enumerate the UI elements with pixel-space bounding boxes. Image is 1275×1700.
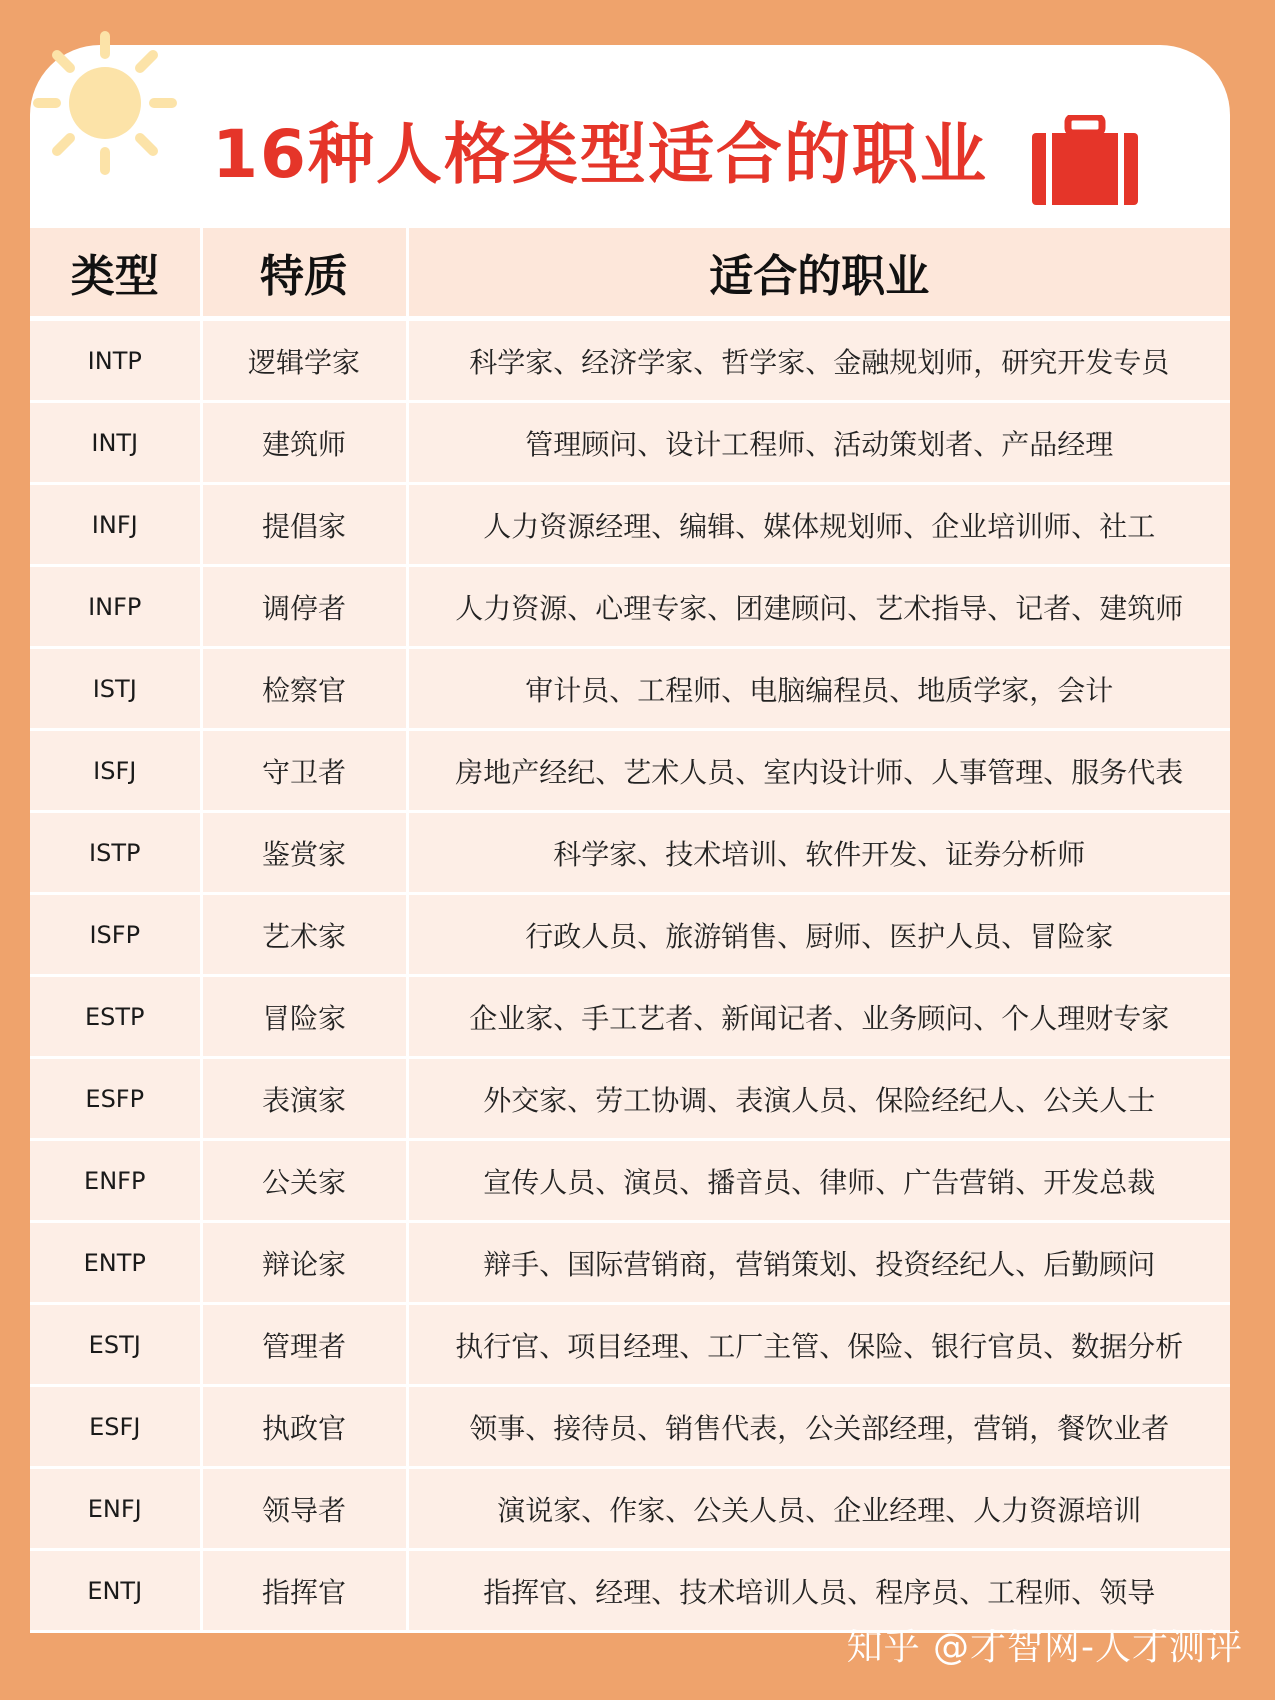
table-row	[30, 730, 1230, 812]
cell-careers: 审计员、工程师、电脑编程员、地质学家，会计	[407, 648, 1230, 730]
cell-careers: 企业家、手工艺者、新闻记者、业务顾问、个人理财专家	[407, 976, 1230, 1058]
cell-trait: 指挥官	[201, 1550, 407, 1632]
cell-trait: 艺术家	[201, 894, 407, 976]
cell-careers: 演说家、作家、公关人员、企业经理、人力资源培训	[407, 1468, 1230, 1550]
table-row	[30, 402, 1230, 484]
cell-trait: 冒险家	[201, 976, 407, 1058]
cell-type: ENFJ	[30, 1468, 201, 1550]
cell-trait: 领导者	[201, 1468, 407, 1550]
cell-type: ISFP	[30, 894, 201, 976]
cell-careers: 行政人员、旅游销售、厨师、医护人员、冒险家	[407, 894, 1230, 976]
table-row	[30, 1058, 1230, 1140]
cell-trait: 辩论家	[201, 1222, 407, 1304]
briefcase-icon	[1030, 115, 1140, 207]
cell-trait: 表演家	[201, 1058, 407, 1140]
cell-careers: 领事、接待员、销售代表，公关部经理，营销，餐饮业者	[407, 1386, 1230, 1468]
cell-careers: 管理顾问、设计工程师、活动策划者、产品经理	[407, 402, 1230, 484]
cell-type: ISFJ	[30, 730, 201, 812]
cell-trait: 建筑师	[201, 402, 407, 484]
cell-trait: 检察官	[201, 648, 407, 730]
cell-type: ESFJ	[30, 1386, 201, 1468]
cell-trait: 逻辑学家	[201, 319, 407, 402]
source-credit: 知乎 @才智网-人才测评	[846, 1627, 1243, 1668]
cell-type: ISTP	[30, 812, 201, 894]
table-row	[30, 976, 1230, 1058]
cell-careers: 指挥官、经理、技术培训人员、程序员、工程师、领导	[407, 1550, 1230, 1632]
sun-icon	[30, 28, 180, 178]
header-careers: 适合的职业	[407, 228, 1230, 319]
cell-careers: 科学家、经济学家、哲学家、金融规划师，研究开发专员	[407, 319, 1230, 402]
cell-trait: 执政官	[201, 1386, 407, 1468]
table-row	[30, 648, 1230, 730]
table-row	[30, 1222, 1230, 1304]
cell-careers: 人力资源、心理专家、团建顾问、艺术指导、记者、建筑师	[407, 566, 1230, 648]
cell-type: INFP	[30, 566, 201, 648]
cell-careers: 科学家、技术培训、软件开发、证券分析师	[407, 812, 1230, 894]
cell-type: INTP	[30, 319, 201, 402]
career-table	[30, 228, 1230, 1633]
table-row	[30, 894, 1230, 976]
table-row	[30, 566, 1230, 648]
header-trait: 特质	[201, 228, 407, 319]
table-row	[30, 1468, 1230, 1550]
table-row	[30, 1304, 1230, 1386]
cell-type: ENTJ	[30, 1550, 201, 1632]
cell-type: INFJ	[30, 484, 201, 566]
cell-type: ENFP	[30, 1140, 201, 1222]
table-row	[30, 1386, 1230, 1468]
table-row	[30, 812, 1230, 894]
cell-careers: 外交家、劳工协调、表演人员、保险经纪人、公关人士	[407, 1058, 1230, 1140]
table-row	[30, 319, 1230, 402]
cell-trait: 守卫者	[201, 730, 407, 812]
cell-type: ENTP	[30, 1222, 201, 1304]
cell-careers: 辩手、国际营销商，营销策划、投资经纪人、后勤顾问	[407, 1222, 1230, 1304]
cell-trait: 调停者	[201, 566, 407, 648]
cell-careers: 房地产经纪、艺术人员、室内设计师、人事管理、服务代表	[407, 730, 1230, 812]
cell-type: INTJ	[30, 402, 201, 484]
cell-type: ISTJ	[30, 648, 201, 730]
page-title: 16种人格类型适合的职业	[212, 116, 988, 193]
cell-trait: 鉴赏家	[201, 812, 407, 894]
cell-type: ESTP	[30, 976, 201, 1058]
cell-trait: 管理者	[201, 1304, 407, 1386]
cell-careers: 人力资源经理、编辑、媒体规划师、企业培训师、社工	[407, 484, 1230, 566]
cell-trait: 提倡家	[201, 484, 407, 566]
table-row	[30, 484, 1230, 566]
table-row	[30, 1140, 1230, 1222]
cell-careers: 执行官、项目经理、工厂主管、保险、银行官员、数据分析	[407, 1304, 1230, 1386]
table-header-row	[30, 228, 1230, 319]
cell-type: ESFP	[30, 1058, 201, 1140]
cell-trait: 公关家	[201, 1140, 407, 1222]
cell-type: ESTJ	[30, 1304, 201, 1386]
cell-careers: 宣传人员、演员、播音员、律师、广告营销、开发总裁	[407, 1140, 1230, 1222]
header-type: 类型	[30, 228, 201, 319]
